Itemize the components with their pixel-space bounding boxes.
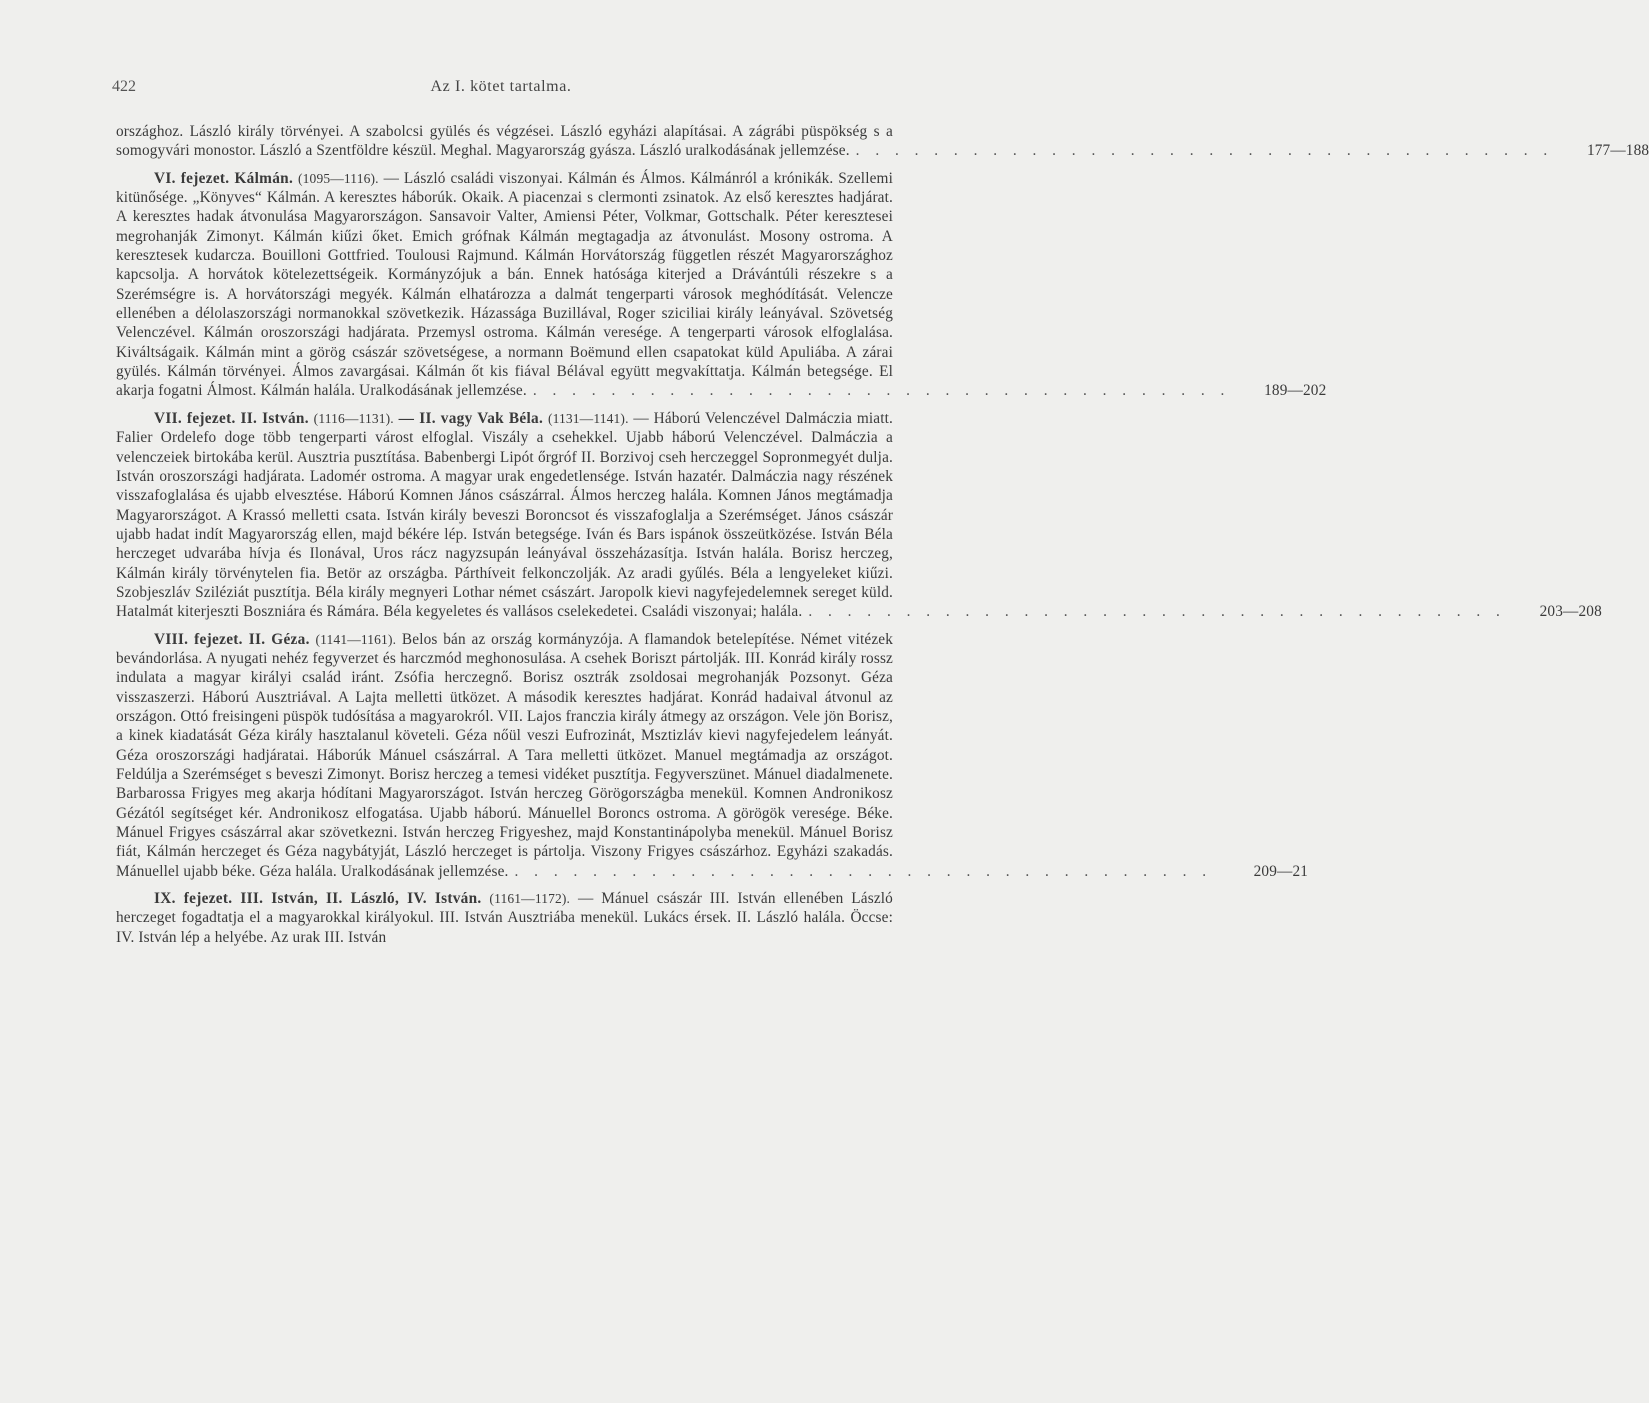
chapter-vi-label: VI. fejezet. Kálmán. [154,169,294,187]
chapter-vii-label: VII. fejezet. II. István. [154,409,309,427]
chapter-viii-label: VIII. fejezet. II. Géza. [154,630,310,648]
chapter-viii-page-range: 209—21 [1253,862,1309,880]
chapter-ix [116,889,893,947]
chapter-vii-label-2: — II. vagy Vak Béla. [398,409,544,427]
chapter-vii-dates: (1116—1131). [313,410,394,426]
chapter-viii-dates: (1141—1161). [315,631,397,647]
chapter-vi-dates: (1095—1116). [298,170,379,186]
page-number: 422 [112,78,136,95]
chapter-vii-text: — Háború Velenczével Dalmáczia miatt. Falier Ordelefo doge több tengerparti várost elfoglal. Viszály a csehekkel. Ujabb háború Velenczével. Dalmáczia a velenczeiek birtokába kerül. Ausztria pusztítása. Babenbergi Lipót őrgróf II. Borzivoj cseh herczeggel Sopronmegyét dulja. István oroszországi hadjárata. Ladomér ostroma. A magyar urak engedetlensége. István hazatér. Dalmáczia nagy részének visszafoglalása és ujabb elvesztése. Háború Komnen János császárral. Álmos herczeg halála. Komnen János megtámadja Magyarországot. A Krassó melletti csata. István király beveszi Boroncsot és visszafoglalja a Szerémséget. János császár ujabb hadat indít Magyarország ellen, majd békére lép. István betegsége. Iván és Bars ispánok összeütközése. István Béla herczeget udvarába hívja és Ilonával, Uros rácz nagyzsupán leányával összeházasítja. István halála. Borisz herczeg, Kálmán király törvénytelen fia. Betör az országba. Párthíveit felkonczolják. Az aradi gyűlés. Béla a lengyeleket kiűzi. Szobjeszláv Sziléziát pusztítja. Béla király megnyeri Lothar német császárt. Jaropolk kievi nagyfejedelemnek sereget küld. Hatalmát kiterjeszti Boszniára és Rámára. Béla kegyeletes és vallásos cselekedetei. Családi viszonyai; halála. [116,409,894,621]
running-head [112,78,890,98]
running-title: Az I. kötet tartalma. [430,78,572,95]
chapter-vii [116,409,893,622]
chapter-ix-text: — Mánuel császár III. István ellenében László herczeget fogadtatja el a magyarokkal királyokul. III. István Ausztriába menekül. Lukács érsek. II. László halála. Öccse: IV. István lép a helyébe. Az urak III. István [116,890,893,946]
intro-endline [116,123,893,159]
table-of-contents-text [116,122,1649,947]
dot-leader: . . . . . . . . . . . . . . . . . . . . . . . . . . . . . . . . . . . . [514,862,1213,880]
intro-page-range: 177—188 [1586,142,1649,160]
chapter-viii-text: Belos bán az ország kormányzója. A flamandok betelepítése. Német vitézek bevándorlása. A nyugati nehéz fegyverzet és harczmód meghonosulása. A csehek Boriszt pártolják. III. Konrád király rossz indulata a magyar királyi család iránt. Zsófia herczegnő. Borisz osztrák zsoldosai megrohanják Pozsonyt. Géza visszaszerzi. Háború Ausztriával. A Lajta melletti ütközet. A második keresztes hadjárat. Konrád hadaival átvonul az országon. Ottó freisingeni püspök tudósítása a magyarokról. VII. Lajos franczia király átmegy az országon. Vele jön Borisz, a kinek kiadatását Géza király hasztalanul követeli. Géza nőül veszi Eufrozinát, Msztizláv kievi nagyfejedelem leányát. Géza oroszországi hadjáratai. Háborúk Mánuel császárral. A Tara melletti ütközet. Manuel megtámadja az országot. Feldúlja a Szerémséget s beveszi Zimonyt. Borisz herczeg a temesi vidéket pusztítja. Fegyverszünet. Mánuel diadalmenete. Barbarossa Frigyes meg akarja hódítani Magyarországot. István herczeg Görögországba menekül. Komnen Andronikosz Gézától segítséget kér. Andronikosz elfogatása. Ujabb háború. Mánuellel Boroncs ostroma. A görögök veresége. Béke. Mánuel Frigyes császárral akar szövetkezni. István herczeg Frigyeshez, majd Konstantinápolyba menekül. Mánuel Borisz fiát, Kálmán herczeget és Géza nagybátyját, László herczeget is pártolja. Viszony Frigyes császárhoz. Egyházi szakadás. Mánuellel ujabb béke. Géza halála. Uralkodásának jellemzése. [116,630,893,880]
intro-paragraph [116,122,893,161]
chapter-vi-page-range: 189—202 [1264,382,1327,400]
chapter-ix-label: IX. fejezet. III. István, II. László, IV. István. [154,890,482,908]
chapter-vi [116,169,893,401]
dot-leader: . . . . . . . . . . . . . . . . . . . . . . . . . . . . . . . . . . . . [532,382,1231,400]
dot-leader: . . . . . . . . . . . . . . . . . . . . . . . . . . . . . . . . . . . . [855,142,1554,160]
chapter-viii [116,630,893,881]
intro-text: országhoz. László király törvényei. A szabolcsi gyülés és végzései. László egyházi alapításai. A zágrábi püspökség s a somogyvári monostor. László a Szentföldre készül. Meghal. Magyarország gyásza. László uralkodásának jellemzése. [116,123,893,160]
dot-leader: . . . . . . . . . . . . . . . . . . . . . . . . . . . . . . . . . . . . [808,603,1506,621]
chapter-ix-dates: (1161—1172). [489,891,571,907]
chapter-vii-dates-2: (1131—1141). [547,410,629,426]
chapter-vi-text: — László családi viszonyai. Kálmán és Álmos. Kálmánról a krónikák. Szellemi kitünősége. „Könyves“ Kálmán. A keresztes háborúk. Okaik. A piacenzai s clermonti zsinatok. Az első keresztes hadjárat. A keresztes hadak átvonulása Magyarországon. Sansavoir Valter, Amiensi Péter, Volkmar, Gottschalk. Péter keresztesei megrohanják Zimonyt. Kálmán kiűzi őket. Emich grófnak Kálmán megtagadja az átvonulást. Mosony ostroma. A keresztesek kudarcza. Bouilloni Gottfried. Toulousi Rajmund. Kálmán Horvátország független részét Magyarországhoz kapcsolja. A horvátok kötelezettségeik. Kormányzójuk a bán. Ennek hatósága kiterjed a Drávántúli részekre s a Szerémségre is. A horvátországi megyék. Kálmán elhatározza a dalmát tengerparti városok meghódítását. Velencze ellenében a délolaszországi normanokkal szövetkezik. Házassága Buzillával, Roger sziciliai király leányával. Szövetség Velenczével. Kálmán oroszországi hadjárata. Przemysl ostroma. Kálmán veresége. A tengerparti városok elfoglalása. Kiváltságaik. Kálmán mint a görög császár szövetségese, a normann Boëmund ellen csapatokat küld Apuliába. A zárai gyülés. Kálmán törvényei. Álmos zavargásai. Kálmán őt kis fiával Bélával együtt megvakíttatja. Kálmán betegsége. El akarja fogatni Álmost. Kálmán halála. Uralkodásának jellemzése. [116,169,893,400]
chapter-vii-page-range: 203—208 [1539,603,1602,621]
